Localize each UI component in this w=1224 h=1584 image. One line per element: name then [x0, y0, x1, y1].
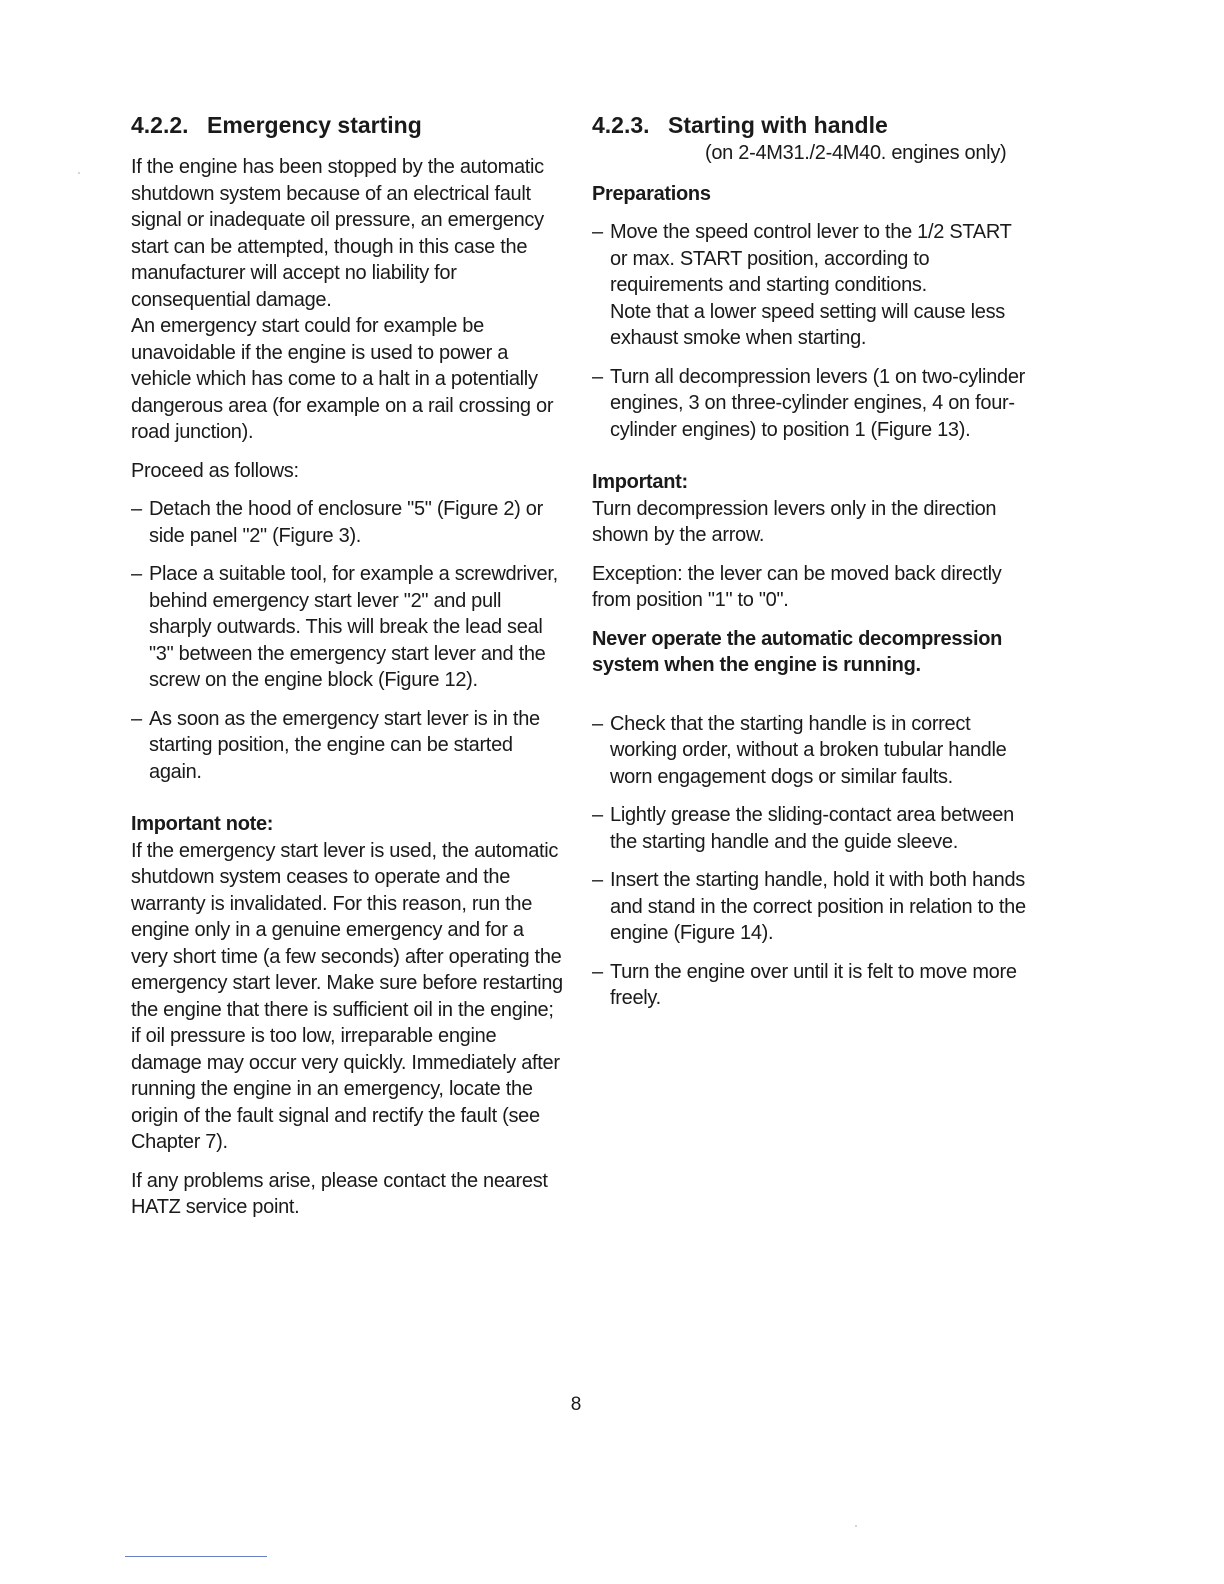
- scan-speck: [855, 1525, 857, 1527]
- section-heading-emergency-starting: [131, 110, 563, 140]
- list-item: – Insert the starting handle, hold it with both hands and stand in the correct position in relation to the engine (Figure 14).: [592, 867, 1032, 947]
- list-item: – Lightly grease the sliding-contact area between the starting handle and the guide sleeve.: [592, 802, 1032, 855]
- section-subtitle: (on 2-4M31./2-4M40. engines only): [705, 142, 1007, 164]
- list-item-text: Move the speed control lever to the 1/2 START or max. START position, according to requirements and starting conditions.: [610, 221, 1012, 296]
- proceed-text: Proceed as follows:: [131, 459, 299, 482]
- list-item: [592, 219, 1032, 352]
- handle-steps-list: [592, 711, 1032, 1012]
- list-item-note: Note that a lower speed setting will cause less exhaust smoke when starting.: [610, 300, 1006, 349]
- preparations-heading: Preparations: [592, 182, 711, 205]
- section-title: Emergency starting: [207, 112, 422, 138]
- scan-speck: [78, 172, 80, 174]
- page-number: 8: [570, 1394, 582, 1415]
- list-item: – Place a suitable tool, for example a screwdriver, behind emergency start lever "2" and pull sharply outwards. This will break the lead seal "3" between the emergency start lever and the screw on the engine block (Figure 12).: [131, 561, 563, 694]
- emergency-steps-list: [131, 496, 563, 785]
- section-number: 4.2.2.: [131, 112, 189, 138]
- intro-paragraph-2: An emergency start could for example be unavoidable if the engine is used to power a vehicle which has come to a halt in a potentially dangerous area (for example on a rail crossing or road junction).: [131, 315, 554, 443]
- important-note-heading: Important note:: [131, 813, 274, 835]
- section-title: Starting with handle: [668, 112, 888, 138]
- intro-paragraph-1: If the engine has been stopped by the automatic shutdown system because of an electrical fault signal or inadequate oil pressure, an emergency start can be attempted, though in this case the manufacturer will accept no liability for consequential damage.: [131, 156, 544, 311]
- list-item: – Detach the hood of enclosure "5" (Figure 2) or side panel "2" (Figure 3).: [131, 496, 563, 549]
- preparations-list: [592, 219, 1032, 443]
- closing-paragraph: If any problems arise, please contact the nearest HATZ service point.: [131, 1169, 548, 1218]
- list-item: – As soon as the emergency start lever is in the starting position, the engine can be started again.: [131, 706, 563, 786]
- footer-rule: [125, 1556, 267, 1557]
- section-heading-starting-with-handle: [592, 110, 1032, 140]
- left-column: [131, 110, 563, 1233]
- warning-text: Never operate the automatic decompression system when the engine is running.: [592, 627, 1003, 676]
- list-item: – Turn all decompression levers (1 on two-cylinder engines, 3 on three-cylinder engines, 4 on four-cylinder engines) to position 1 (Figure 13).: [592, 364, 1032, 444]
- list-item: – Turn the engine over until it is felt to move more freely.: [592, 959, 1032, 1012]
- exception-text: Exception: the lever can be moved back directly from position "1" to "0".: [592, 562, 1002, 611]
- section-number: 4.2.3.: [592, 112, 650, 138]
- important-note-body: If the emergency start lever is used, the automatic shutdown system ceases to operate and the warranty is invalidated. For this reason, run the engine only in a genuine emergency and for a very short time (a few seconds) after operating the emergency start lever. Make sure before restarting the engine that there is sufficient oil in the engine; if oil pressure is too low, irreparable engine damage may occur very quickly. Immediately after running the engine in an emergency, locate the origin of the fault signal and rectify the fault (see Chapter 7).: [131, 839, 563, 1153]
- right-column: [592, 110, 1032, 1024]
- important-heading: Important:: [592, 471, 688, 493]
- list-item: – Check that the starting handle is in correct working order, without a broken tubular handle worn engagement dogs or similar faults.: [592, 711, 1032, 791]
- important-body: Turn decompression levers only in the direction shown by the arrow.: [592, 497, 997, 546]
